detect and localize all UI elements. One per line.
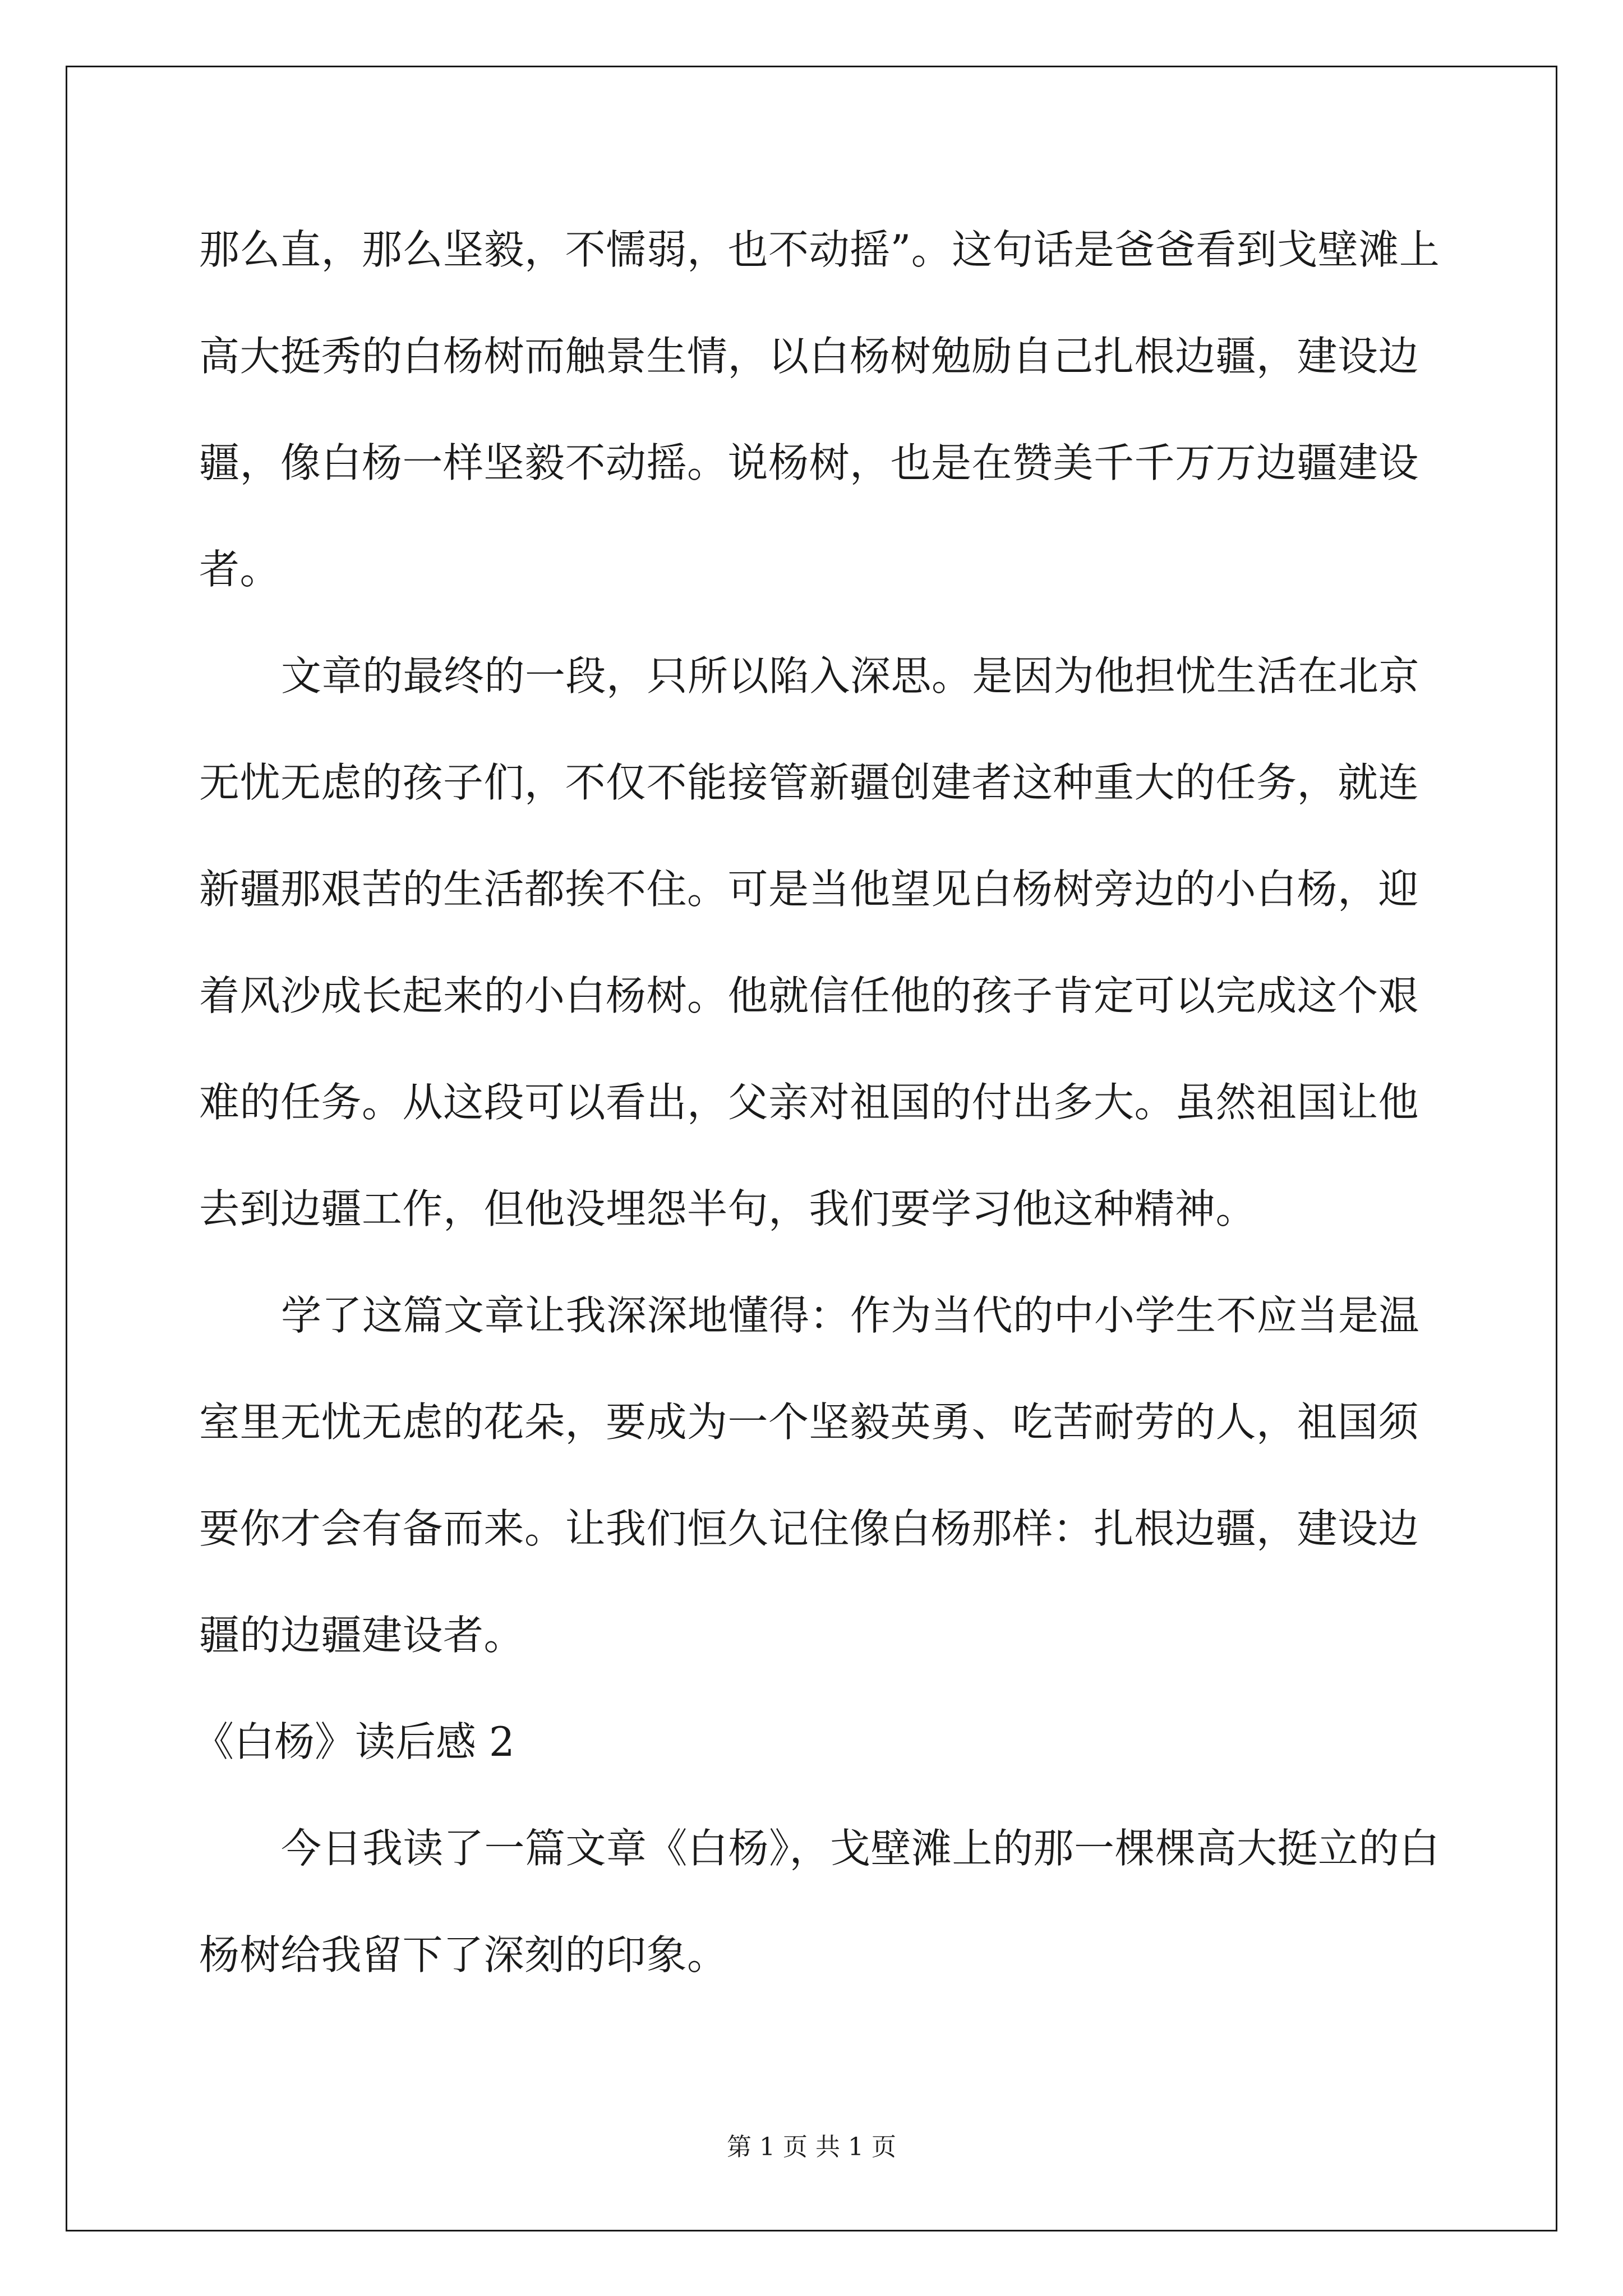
text-line: 者。 [199, 546, 281, 593]
section-heading: 《白杨》读后感 2 [193, 1718, 515, 1765]
paragraph-start-line: 文章的最终的一段，只所以陷入深思。是因为他担忧生活在北京 [281, 652, 1420, 700]
text-line: 室里无忧无虑的花朵，要成为一个坚毅英勇、吃苦耐劳的人，祖国须 [199, 1398, 1419, 1446]
text-line: 去到边疆工作，但他没埋怨半句，我们要学习他这种精神。 [199, 1185, 1257, 1232]
text-line: 要你才会有备而来。让我们恒久记住像白杨那样：扎根边疆，建设边 [199, 1505, 1419, 1552]
text-line: 那么直，那么坚毅，不懦弱，也不动摇”。这句话是爸爸看到戈壁滩上 [199, 226, 1440, 273]
text-line: 疆，像白杨一样坚毅不动摇。说杨树，也是在赞美千千万万边疆建设 [199, 439, 1419, 486]
text-line: 着风沙成长起来的小白杨树。他就信任他的孩子肯定可以完成这个艰 [199, 972, 1419, 1019]
page-footer: 第 1 页 共 1 页 [727, 2133, 896, 2161]
text-line: 无忧无虑的孩子们，不仅不能接管新疆创建者这种重大的任务，就连 [199, 759, 1419, 806]
paragraph-start-line: 学了这篇文章让我深深地懂得：作为当代的中小学生不应当是温 [281, 1292, 1420, 1339]
paragraph-start-line: 今日我读了一篇文章《白杨》，戈壁滩上的那一棵棵高大挺立的白 [281, 1825, 1440, 1872]
document-body [193, 213, 1440, 2025]
text-line: 疆的边疆建设者。 [199, 1612, 525, 1659]
text-line: 新疆那艰苦的生活都挨不住。可是当他望见白杨树旁边的小白杨，迎 [199, 866, 1419, 913]
text-line: 杨树给我留下了深刻的印象。 [199, 1931, 728, 1978]
text-line: 难的任务。从这段可以看出，父亲对祖国的付出多大。虽然祖国让他 [199, 1079, 1419, 1126]
text-line: 高大挺秀的白杨树而触景生情，以白杨树勉励自己扎根边疆，建设边 [199, 333, 1419, 380]
